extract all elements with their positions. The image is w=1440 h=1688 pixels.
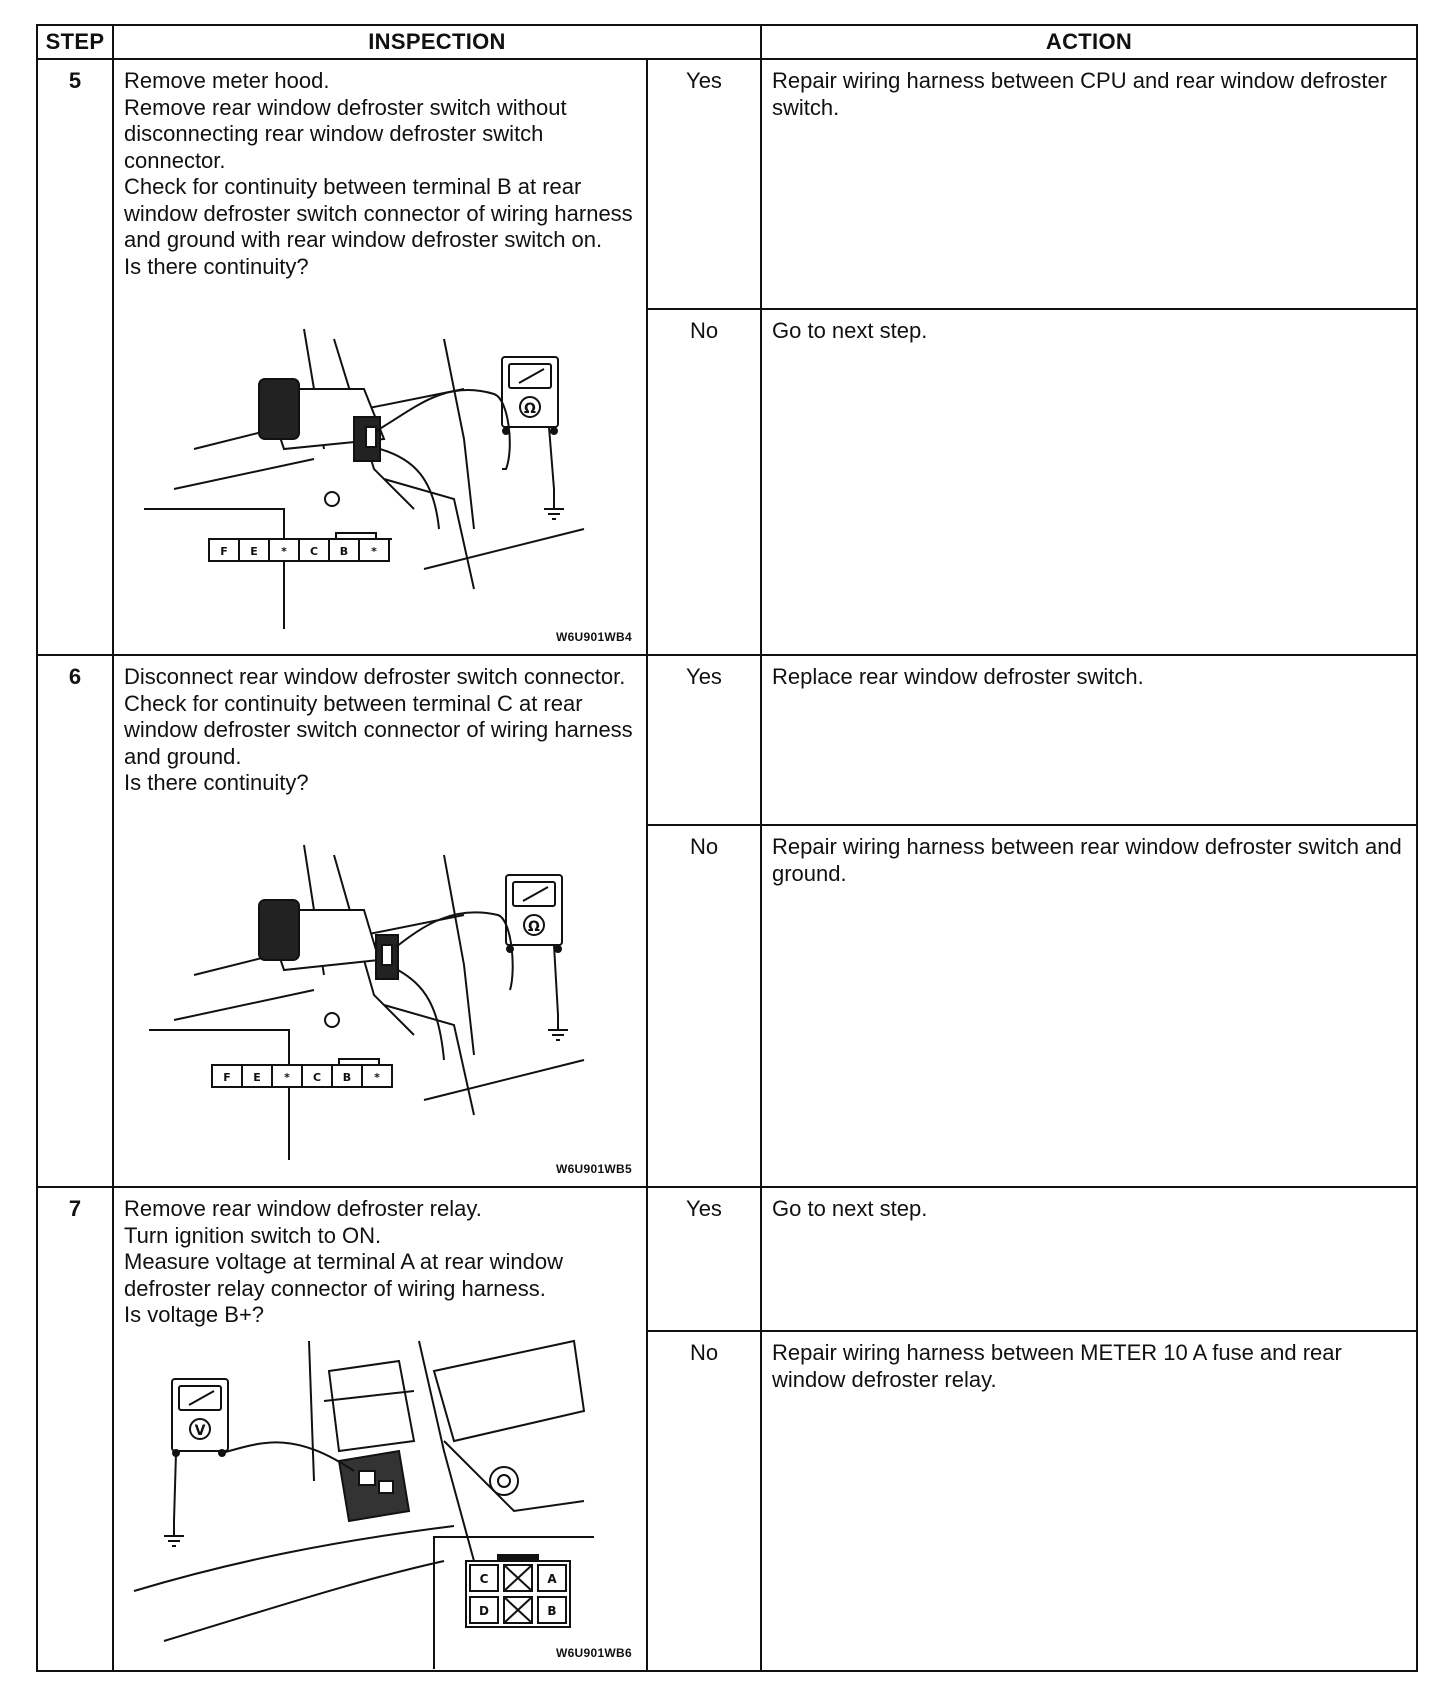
header-action: ACTION bbox=[761, 25, 1417, 59]
step-5-no-row bbox=[37, 309, 1417, 655]
inspection-line: Remove meter hood. bbox=[124, 68, 330, 93]
pin-label: B bbox=[547, 1604, 557, 1618]
multimeter bbox=[172, 1379, 228, 1451]
pin-label: E bbox=[253, 1071, 261, 1084]
panel-line bbox=[444, 339, 474, 529]
relay-drawing bbox=[324, 1361, 414, 1521]
continuity-check-diagram bbox=[114, 309, 648, 653]
pin-label: * bbox=[284, 1071, 290, 1084]
step-5-inspection bbox=[113, 59, 647, 309]
panel-line bbox=[174, 990, 314, 1020]
inset-frame bbox=[149, 1030, 289, 1160]
inspection-line: Is there continuity? bbox=[124, 253, 309, 279]
bolt bbox=[490, 1467, 518, 1495]
pin-label: E bbox=[250, 545, 258, 558]
connector-face-inset bbox=[209, 533, 392, 561]
pin-label: D bbox=[479, 1604, 489, 1618]
step-7-illustration bbox=[113, 1331, 647, 1671]
table-header-row bbox=[37, 25, 1417, 59]
pin-label: B bbox=[342, 1071, 352, 1084]
pin-label: C bbox=[312, 1071, 322, 1084]
switch-connector-drawing bbox=[259, 379, 384, 461]
switch-connector-drawing bbox=[259, 900, 398, 979]
panel-line bbox=[384, 479, 474, 589]
inspection-line: Check for continuity between terminal B at rear window defroster switch connector of wiring harness and ground with rear window defroster switch on. bbox=[124, 174, 633, 252]
panel-line bbox=[444, 855, 474, 1055]
panel-line bbox=[309, 1341, 314, 1481]
answer-yes: Yes bbox=[647, 59, 761, 309]
bracket-line bbox=[444, 1441, 584, 1511]
voltage-check-diagram bbox=[114, 1331, 648, 1669]
inspection-line: Disconnect rear window defroster switch connector. bbox=[124, 664, 626, 689]
panel-hole bbox=[325, 1013, 339, 1027]
action-no: Repair wiring harness between METER 10 A fuse and rear window defroster relay. bbox=[761, 1331, 1417, 1671]
answer-no: No bbox=[647, 825, 761, 1187]
action-yes: Repair wiring harness between CPU and rear window defroster switch. bbox=[761, 59, 1417, 309]
step-6-illustration bbox=[113, 825, 647, 1187]
panel-line bbox=[424, 529, 584, 569]
inspection-line: Measure voltage at terminal A at rear window defroster relay connector of wiring harness. bbox=[124, 1249, 564, 1301]
answer-no: No bbox=[647, 309, 761, 655]
pin-label: C bbox=[479, 1572, 489, 1586]
panel-line bbox=[164, 1561, 444, 1641]
action-yes: Replace rear window defroster switch. bbox=[761, 655, 1417, 825]
continuity-check-diagram bbox=[114, 825, 648, 1185]
step-6-inspection bbox=[113, 655, 647, 825]
action-yes: Go to next step. bbox=[761, 1187, 1417, 1331]
pin-label: F bbox=[220, 545, 228, 558]
step-6-yes-row bbox=[37, 655, 1417, 825]
fuse-block-outline bbox=[434, 1341, 584, 1441]
header-step: STEP bbox=[37, 25, 113, 59]
inspection-line: Is voltage B+? bbox=[124, 1302, 265, 1327]
pin-label: * bbox=[371, 545, 377, 558]
pin-label: A bbox=[547, 1572, 557, 1586]
meter-symbol: V bbox=[194, 1423, 206, 1439]
inspection-line: Remove rear window defroster switch without disconnecting rear window defroster switch connector. bbox=[124, 94, 567, 173]
inspection-line: Remove rear window defroster relay. bbox=[124, 1196, 482, 1221]
step-7-no-row bbox=[37, 1331, 1417, 1671]
step-5-yes-row bbox=[37, 59, 1417, 309]
panel-hole bbox=[325, 492, 339, 506]
pin-label: * bbox=[374, 1071, 380, 1084]
step-7-inspection bbox=[113, 1187, 647, 1331]
panel-line bbox=[174, 459, 314, 489]
pin-label: B bbox=[339, 545, 349, 558]
action-no: Go to next step. bbox=[761, 309, 1417, 655]
step-5-illustration bbox=[113, 309, 647, 655]
connector-face-inset bbox=[212, 1059, 392, 1087]
pin-label: F bbox=[223, 1071, 231, 1084]
troubleshooting-table-page bbox=[36, 24, 1416, 1664]
pin-label: * bbox=[281, 545, 287, 558]
header-inspection: INSPECTION bbox=[113, 25, 761, 59]
inspection-line: Check for continuity between terminal C at rear window defroster switch connector of wiring harness and ground. bbox=[124, 690, 633, 769]
action-no: Repair wiring harness between rear window defroster switch and ground. bbox=[761, 825, 1417, 1187]
bolt-center bbox=[498, 1475, 510, 1487]
multimeter bbox=[502, 357, 558, 427]
multimeter bbox=[506, 875, 562, 945]
inspection-line: Turn ignition switch to ON. bbox=[124, 1222, 382, 1248]
test-leads bbox=[164, 1442, 354, 1546]
meter-symbol: Ω bbox=[524, 401, 536, 417]
answer-yes: Yes bbox=[647, 1187, 761, 1331]
panel-line bbox=[419, 1341, 474, 1561]
figure-code: W6U901WB4 bbox=[555, 630, 632, 644]
panel-line bbox=[424, 1060, 584, 1100]
step-number: 7 bbox=[37, 1187, 113, 1671]
step-6-no-row bbox=[37, 825, 1417, 1187]
inset-frame bbox=[144, 509, 284, 629]
troubleshooting-table bbox=[36, 24, 1418, 1672]
meter-symbol: Ω bbox=[528, 919, 540, 935]
inspection-line: Is there continuity? bbox=[124, 770, 309, 795]
pin-label: C bbox=[309, 545, 319, 558]
figure-code: W6U901WB6 bbox=[555, 1646, 632, 1660]
step-7-yes-row bbox=[37, 1187, 1417, 1331]
answer-no: No bbox=[647, 1331, 761, 1671]
step-number: 5 bbox=[37, 59, 113, 655]
figure-code: W6U901WB5 bbox=[555, 1162, 632, 1176]
step-number: 6 bbox=[37, 655, 113, 1187]
answer-yes: Yes bbox=[647, 655, 761, 825]
